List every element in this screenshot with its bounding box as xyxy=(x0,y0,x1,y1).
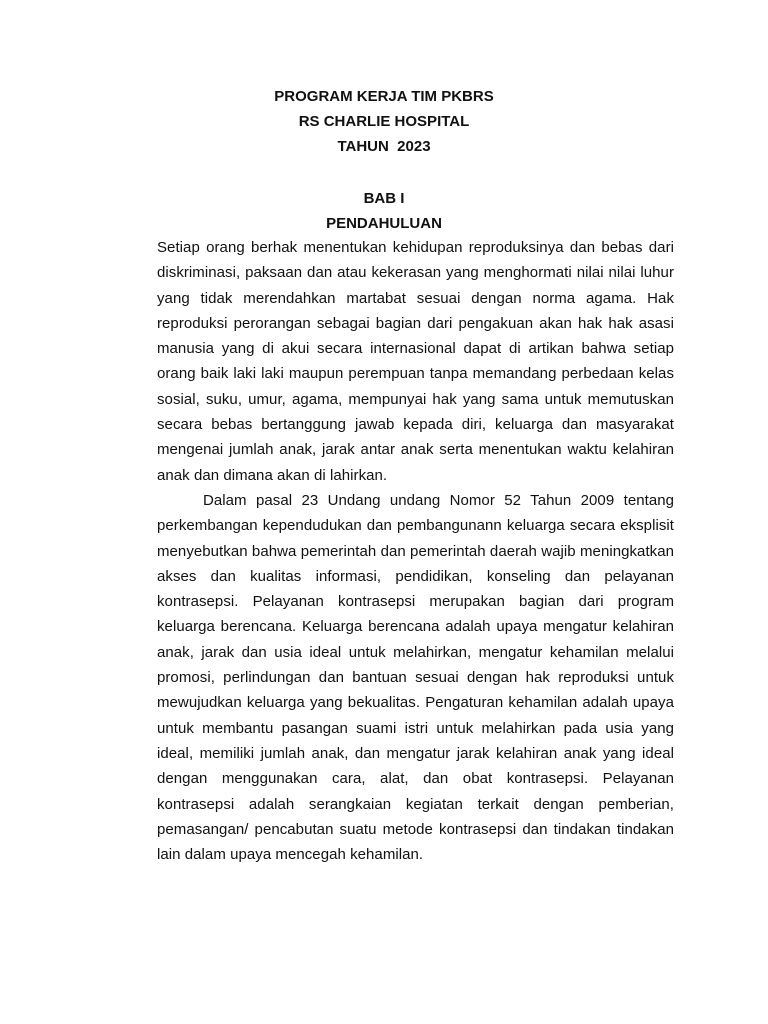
paragraph-1: Setiap orang berhak menentukan kehidupan reproduksinya dan bebas dari diskriminasi, paksaan dan atau kekerasan yang menghormati nilai nilai luhur yang tidak merendahkan martabat sesuai dengan norma agama. Hak reproduksi perorangan sebagai bagian dari pengakuan akan hak hak asasi manusia yang di akui secara internasional dapat di artikan bahwa setiap orang baik laki laki maupun perempuan tanpa memandang perbedaan kelas sosial, suku, umur, agama, mempunyai hak yang sama untuk memutuskan secara bebas bertanggung jawab kepada diri, keluarga dan masyarakat mengenai jumlah anak, jarak antar anak serta menentukan waktu kelahiran anak dan dimana akan di lahirkan. xyxy=(157,239,674,484)
chapter-heading xyxy=(0,186,768,236)
title-line-3: TAHUN 2023 xyxy=(337,138,431,155)
paragraph-2: Dalam pasal 23 Undang undang Nomor 52 Tahun 2009 tentang perkembangan kependudukan dan pembangunann keluarga secara eksplisit menyebutkan bahwa pemerintah dan pemerintah daerah wajib meningkatkan akses dan kualitas informasi, pendidikan, konseling dan pelayanan kontrasepsi. Pelayanan kontrasepsi merupakan bagian dari program keluarga berencana. Keluarga berencana adalah upaya mengatur kelahiran anak, jarak dan usia ideal untuk melahirkan, mengatur kehamilan melalui promosi, perlindungan dan bantuan sesuai dengan hak reproduksi untuk mewujudkan keluarga yang bekualitas. Pengaturan kehamilan adalah upaya untuk membantu pasangan suami istri untuk melahirkan pada usia yang ideal, memiliki jumlah anak, dan mengatur jarak kelahiran anak yang ideal dengan menggunakan cara, alat, dan obat kontrasepsi. Pelayanan kontrasepsi adalah serangkaian kegiatan terkait dengan pemberian, pemasangan/ pencabutan suatu metode kontrasepsi dan tindakan tindakan lain dalam upaya mencegah kehamilan. xyxy=(157,491,674,864)
title-line-2: RS CHARLIE HOSPITAL xyxy=(298,113,470,130)
chapter-title: PENDAHULUAN xyxy=(326,215,442,232)
chapter-number: BAB I xyxy=(363,190,405,207)
title-line-1: PROGRAM KERJA TIM PKBRS xyxy=(274,88,494,105)
document-title xyxy=(0,84,768,159)
body-text xyxy=(157,235,674,867)
